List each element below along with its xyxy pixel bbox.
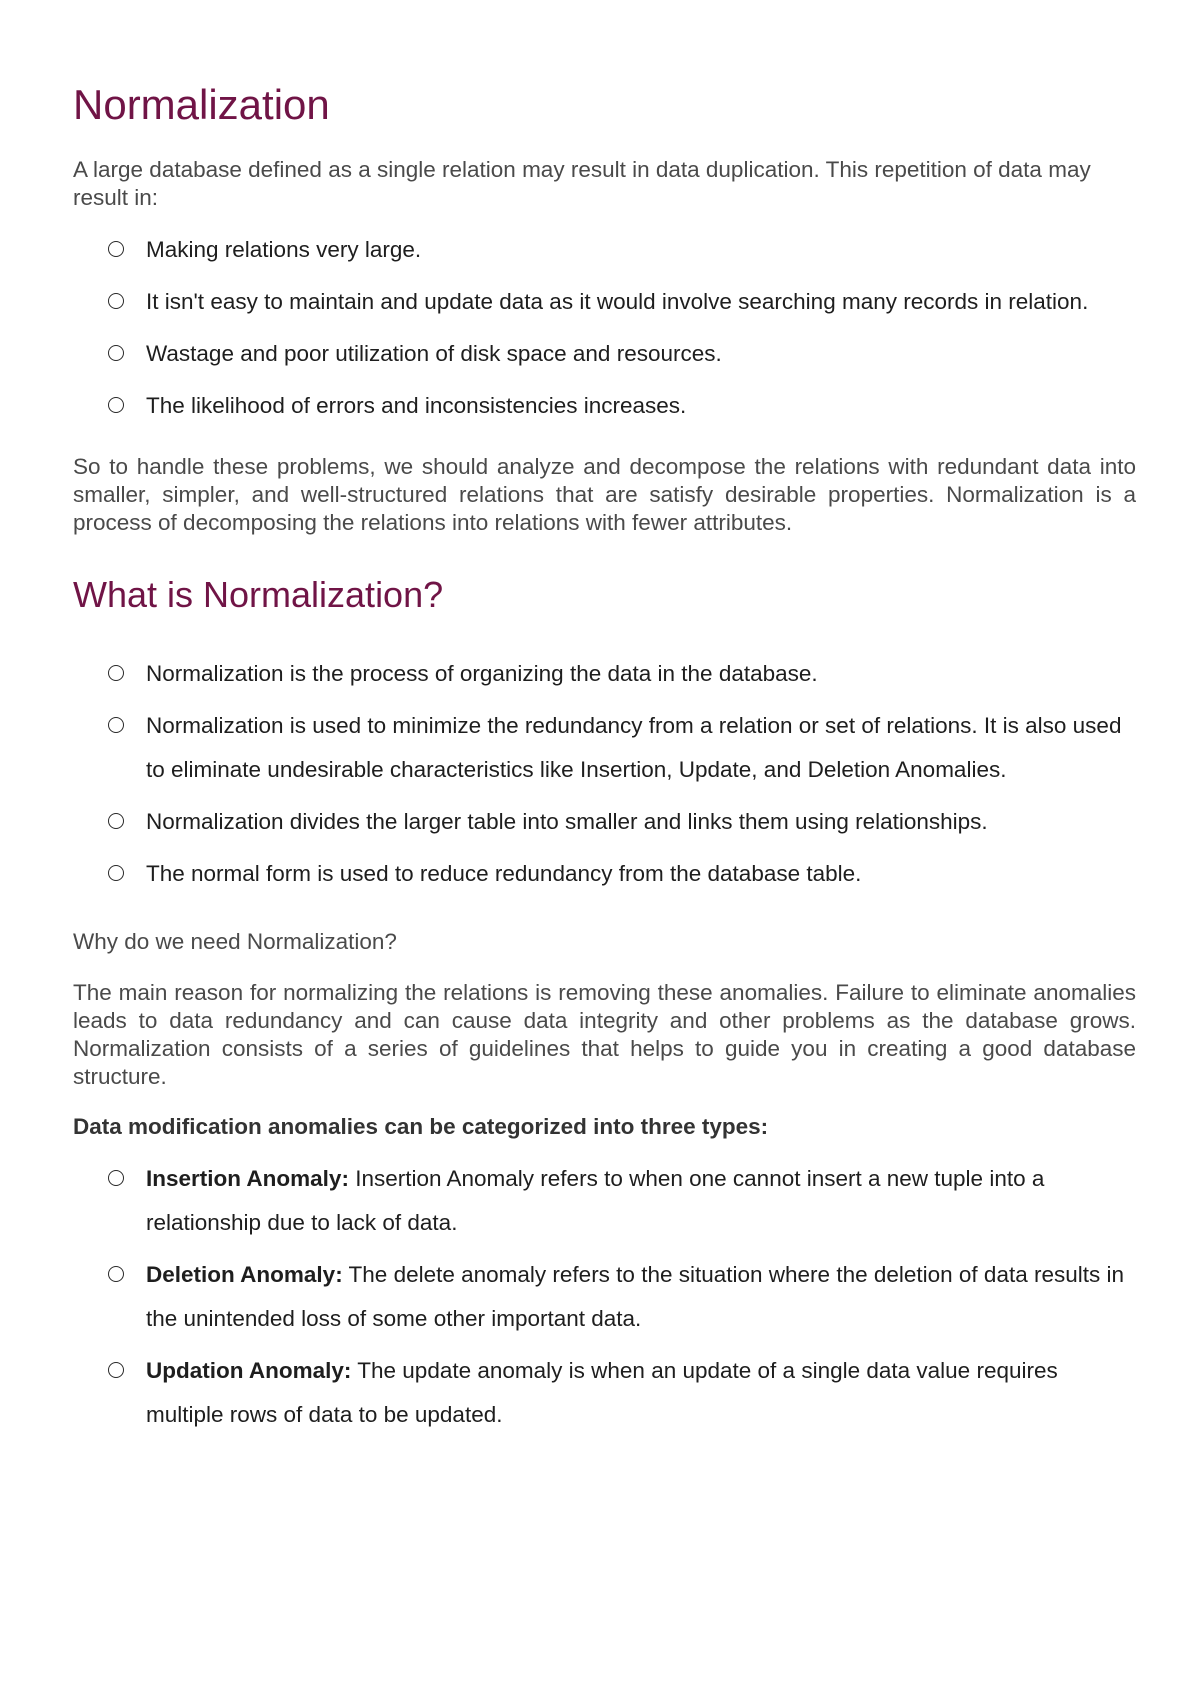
list-item: Making relations very large. — [146, 228, 1136, 272]
bullet-circle-icon — [108, 241, 124, 257]
list-item-updation-anomaly — [146, 1349, 1136, 1437]
list-item-insertion-anomaly — [146, 1157, 1136, 1245]
list-item: The likelihood of errors and inconsistencies increases. — [146, 384, 1136, 428]
list-item: Wastage and poor utilization of disk space and resources. — [146, 332, 1136, 376]
intro-paragraph: A large database defined as a single relation may result in data duplication. This repetition of data may result in: — [73, 157, 1091, 210]
bullet-circle-icon — [108, 1362, 124, 1378]
bullet-circle-icon — [108, 813, 124, 829]
anomaly-description: The update anomaly is when an update of a single data value requires multiple rows of data to be updated. — [146, 1358, 1058, 1427]
anomaly-term: Deletion Anomaly: — [146, 1262, 343, 1287]
bullet-circle-icon — [108, 293, 124, 309]
reason-paragraph: The main reason for normalizing the relations is removing these anomalies. Failure to eliminate anomalies leads to data redundancy and can cause data integrity and other problems as the database grows. Normalization consists of a series of guidelines that helps to guide you in creating a good database structure. — [73, 980, 1136, 1089]
anomaly-description: The delete anomaly refers to the situation where the deletion of data results in the unintended loss of some other important data. — [146, 1262, 1125, 1331]
bullet-circle-icon — [108, 345, 124, 361]
list-item: Normalization is the process of organizing the data in the database. — [146, 652, 1136, 696]
list-item-deletion-anomaly — [146, 1253, 1136, 1341]
bullet-circle-icon — [108, 1170, 124, 1186]
definition-list — [73, 652, 1136, 896]
closing-paragraph: So to handle these problems, we should analyze and decompose the relations with redundant data into smaller, simpler, and well-structured relations that are satisfy desirable properties. Normalization is a process of decomposing the relations into relations with fewer attributes. — [73, 454, 1136, 535]
anomaly-term: Updation Anomaly: — [146, 1358, 352, 1383]
anomaly-types-heading: Data modification anomalies can be categorized into three types: — [73, 1114, 769, 1139]
bullet-circle-icon — [108, 1266, 124, 1282]
anomaly-list — [73, 1157, 1136, 1437]
why-question: Why do we need Normalization? — [73, 929, 397, 954]
bullet-circle-icon — [108, 717, 124, 733]
anomaly-term: Insertion Anomaly: — [146, 1166, 349, 1191]
page-title: Normalization — [73, 81, 330, 128]
problems-list — [73, 228, 1136, 428]
anomaly-description: Insertion Anomaly refers to when one cannot insert a new tuple into a relationship due to lack of data. — [146, 1166, 1045, 1235]
bullet-circle-icon — [108, 665, 124, 681]
list-item: It isn't easy to maintain and update data as it would involve searching many records in relation. — [146, 280, 1136, 324]
list-item: The normal form is used to reduce redundancy from the database table. — [146, 852, 1136, 896]
section-heading-what-is-normalization: What is Normalization? — [73, 574, 444, 615]
bullet-circle-icon — [108, 397, 124, 413]
list-item: Normalization is used to minimize the redundancy from a relation or set of relations. It is also used to eliminate undesirable characteristics like Insertion, Update, and Deletion Anomalies. — [146, 704, 1136, 792]
bullet-circle-icon — [108, 865, 124, 881]
list-item: Normalization divides the larger table into smaller and links them using relationships. — [146, 800, 1136, 844]
